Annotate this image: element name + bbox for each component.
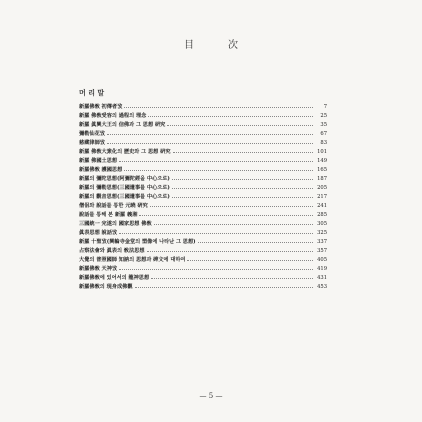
title-char-2: 次 <box>228 40 238 51</box>
page-number: — 5 — <box>199 392 223 400</box>
toc-entry-title: 新羅 佛國土思想 <box>79 158 118 164</box>
dot-leader <box>172 182 313 189</box>
dot-leader <box>139 209 313 216</box>
toc-entry-page: 337 <box>317 239 327 245</box>
toc-entry <box>79 227 327 236</box>
toc-entry-title: 彌勒仙花攷 <box>79 131 105 137</box>
toc-entry-title: 眞表思想 說話攷 <box>79 230 118 236</box>
toc-entry-title: 大覺의 普照國師 知訥의 思想과 碑文에 대하여 <box>79 257 186 263</box>
dot-leader <box>147 245 313 252</box>
toc-entry-page: 187 <box>317 176 327 182</box>
table-of-contents <box>79 88 327 290</box>
toc-entry <box>79 101 327 110</box>
toc-entry-title: 慈藏律師攷 <box>79 140 105 146</box>
dot-leader <box>119 227 313 234</box>
toc-entry-title: 新羅佛敎 護國思想 <box>79 167 123 173</box>
toc-entry-page: 101 <box>317 149 327 155</box>
dot-leader <box>187 254 313 261</box>
toc-entry <box>79 146 327 155</box>
toc-entry-page: 431 <box>317 275 327 281</box>
toc-entry-title: 新羅의 觀音思想(三國遺事를 中心으로) <box>79 194 170 200</box>
toc-entry-page: 25 <box>320 113 327 119</box>
toc-entry-title: 新羅佛敎에 있어서의 龍神思想 <box>79 275 150 281</box>
toc-entry <box>79 119 327 128</box>
toc-entry <box>79 182 327 191</box>
dot-leader <box>154 218 313 225</box>
toc-entry-title: 說話를 통해 본 新羅 義湘 <box>79 212 138 218</box>
page-title <box>0 36 422 51</box>
dot-leader <box>124 164 313 171</box>
toc-entry-page: 305 <box>317 221 327 227</box>
toc-entry-title: 三國統一 完遂의 國家思想 佛敎 <box>79 221 152 227</box>
toc-entry-page: 35 <box>320 122 327 128</box>
toc-entry <box>79 209 327 218</box>
toc-entry <box>79 281 327 290</box>
toc-entry-title: 新羅의 彌勒思想(三國遺事를 中心으로) <box>79 185 170 191</box>
toc-entry-title: 新羅 十聖攷(興輪寺金堂의 塑像에 나타난 그 思想) <box>79 239 196 245</box>
toc-entry <box>79 254 327 263</box>
dot-leader <box>150 200 313 207</box>
dot-leader <box>172 173 313 180</box>
toc-entry-page: 67 <box>320 131 327 137</box>
toc-entry-title: 新羅 眞興大王의 信佛과 그 思想 硏究 <box>79 122 166 128</box>
toc-entry-page: 325 <box>317 230 327 236</box>
toc-entry <box>79 164 327 173</box>
toc-entry-page: 205 <box>317 185 327 191</box>
toc-entry <box>79 236 327 245</box>
dot-leader <box>148 110 313 117</box>
preface-heading: 머 리 말 <box>79 88 105 97</box>
toc-list <box>79 101 327 290</box>
toc-entry-page: 217 <box>317 194 327 200</box>
toc-entry-title: 僧侶와 說話를 통한 元曉 硏究 <box>79 203 148 209</box>
dot-leader <box>172 191 313 198</box>
toc-entry-page: 357 <box>317 248 327 254</box>
toc-entry <box>79 155 327 164</box>
toc-entry-page: 453 <box>317 284 327 290</box>
toc-entry-title: 新羅의 彌陀思想(阿彌陀經을 中心으로) <box>79 176 170 182</box>
dot-leader <box>151 272 313 279</box>
dot-leader <box>107 137 313 144</box>
toc-entry-title: 占察法會와 眞表의 敎法思想 <box>79 248 145 254</box>
toc-entry-page: 241 <box>317 203 327 209</box>
toc-entry <box>79 263 327 272</box>
toc-entry-page: 285 <box>317 212 327 218</box>
toc-entry-title: 新羅佛敎의 現身成佛觀 <box>79 284 133 290</box>
dot-leader <box>198 236 313 243</box>
toc-entry-title: 新羅佛敎 初傳者攷 <box>79 104 123 110</box>
toc-entry <box>79 245 327 254</box>
toc-entry-title: 新羅 佛敎受容의 過程의 理念 <box>79 113 147 119</box>
toc-entry-page: 165 <box>317 167 327 173</box>
dot-leader <box>119 155 313 162</box>
dot-leader <box>167 119 313 126</box>
toc-entry <box>79 128 327 137</box>
toc-entry-title: 新羅佛敎 天神攷 <box>79 266 118 272</box>
toc-entry-page: 149 <box>317 158 327 164</box>
toc-entry <box>79 191 327 200</box>
toc-entry-title: 新羅 佛敎大衆化의 歷史와 그 思想 硏究 <box>79 149 171 155</box>
toc-entry <box>79 173 327 182</box>
toc-entry-page: 419 <box>317 266 327 272</box>
toc-entry-page: 83 <box>320 140 327 146</box>
toc-entry-page: 7 <box>323 104 327 110</box>
dot-leader <box>107 128 313 135</box>
dot-leader <box>173 146 313 153</box>
dot-leader <box>124 101 313 108</box>
toc-entry-page: 405 <box>317 257 327 263</box>
toc-entry <box>79 200 327 209</box>
dot-leader <box>119 263 313 270</box>
toc-entry <box>79 272 327 281</box>
toc-entry <box>79 218 327 227</box>
toc-entry <box>79 110 327 119</box>
title-char-1: 目 <box>184 40 194 51</box>
dot-leader <box>135 281 313 288</box>
toc-entry <box>79 137 327 146</box>
